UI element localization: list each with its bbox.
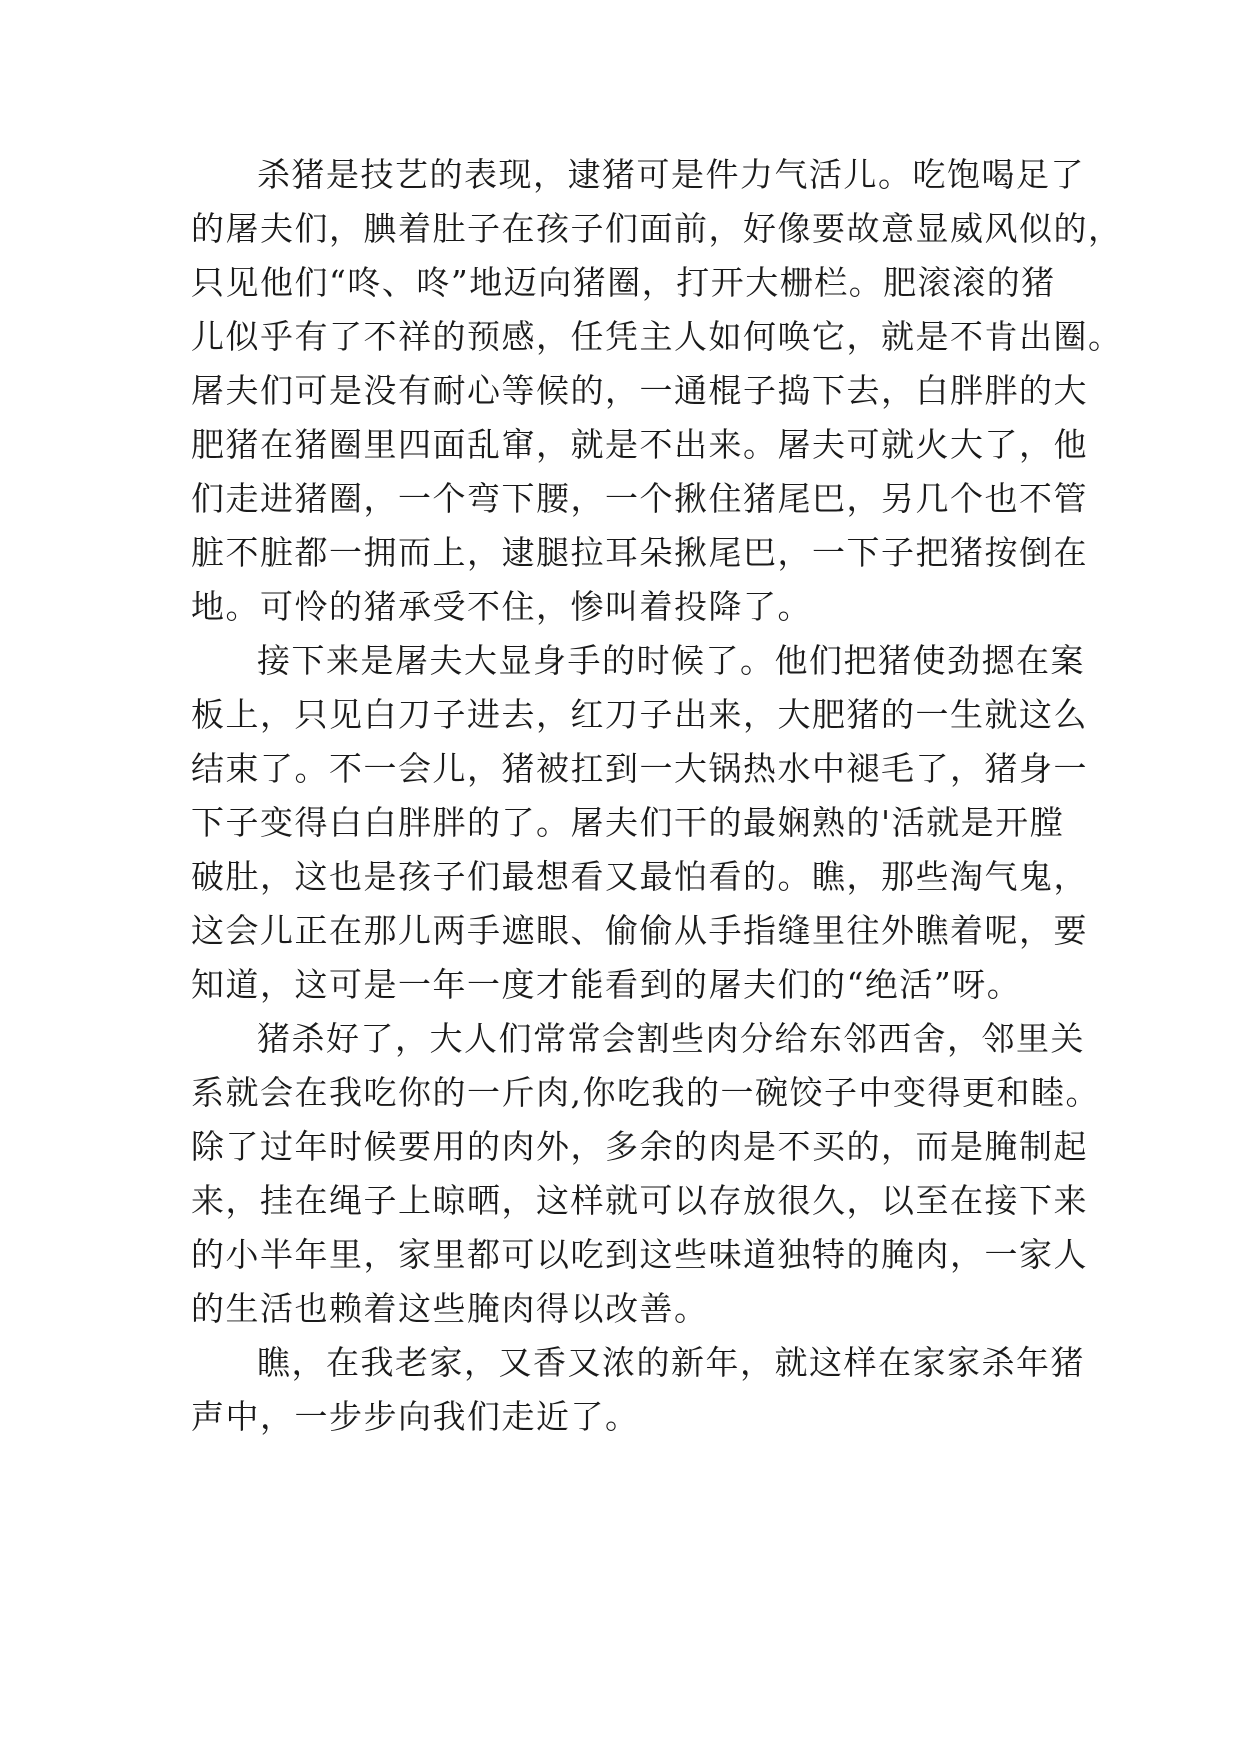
text-line: 的生活也赖着这些腌肉得以改善。: [191, 1289, 709, 1328]
text-line: 这会儿正在那儿两手遮眼、偷偷从手指缝里往外瞧着呢，要: [191, 911, 1088, 950]
text-line: 板上，只见白刀子进去，红刀子出来，大肥猪的一生就这么: [191, 695, 1088, 734]
article-body: [191, 148, 1123, 1444]
text-line: 杀猪是技艺的表现，逮猪可是件力气活儿。吃饱喝足了: [257, 155, 1085, 194]
text-line: 接下来是屠夫大显身手的时候了。他们把猪使劲摁在案: [257, 641, 1085, 680]
text-line: 下子变得白白胖胖的了。屠夫们干的最娴熟的'活就是开膛: [191, 803, 1065, 842]
paragraph-4: [191, 1336, 1085, 1444]
text-line: 结束了。不一会儿，猪被扛到一大锅热水中褪毛了，猪身一: [191, 749, 1088, 788]
text-line: 猪杀好了，大人们常常会割些肉分给东邻西舍，邻里关: [257, 1019, 1085, 1058]
text-line: 只见他们“咚、咚”地迈向猪圈，打开大栅栏。肥滚滚的猪: [191, 263, 1056, 302]
text-line: 知道，这可是一年一度才能看到的屠夫们的“绝活”呀。: [191, 965, 1022, 1004]
text-line: 的屠夫们，腆着肚子在孩子们面前，好像要故意显威风似的，: [191, 209, 1123, 248]
text-line: 声中，一步步向我们走近了。: [191, 1397, 640, 1436]
text-line: 们走进猪圈，一个弯下腰，一个揪住猪尾巴，另几个也不管: [191, 479, 1088, 518]
text-line: 瞧，在我老家，又香又浓的新年，就这样在家家杀年猪: [257, 1343, 1085, 1382]
text-line: 系就会在我吃你的一斤肉,你吃我的一碗饺子中变得更和睦。: [191, 1073, 1100, 1112]
text-line: 脏不脏都一拥而上，逮腿拉耳朵揪尾巴，一下子把猪按倒在: [191, 533, 1088, 572]
paragraph-3: [191, 1012, 1100, 1336]
text-line: 的小半年里，家里都可以吃到这些味道独特的腌肉，一家人: [191, 1235, 1088, 1274]
text-line: 除了过年时候要用的肉外，多余的肉是不买的，而是腌制起: [191, 1127, 1088, 1166]
text-line: 来，挂在绳子上晾晒，这样就可以存放很久，以至在接下来: [191, 1181, 1088, 1220]
text-line: 破肚，这也是孩子们最想看又最怕看的。瞧，那些淘气鬼，: [191, 857, 1088, 896]
text-line: 地。可怜的猪承受不住，惨叫着投降了。: [191, 587, 812, 626]
paragraph-2: [191, 634, 1088, 1012]
paragraph-1: [191, 148, 1123, 634]
text-line: 屠夫们可是没有耐心等候的，一通棍子捣下去，白胖胖的大: [191, 371, 1088, 410]
text-line: 儿似乎有了不祥的预感，任凭主人如何唤它，就是不肯出圈。: [191, 317, 1123, 356]
text-line: 肥猪在猪圈里四面乱窜，就是不出来。屠夫可就火大了，他: [191, 425, 1088, 464]
